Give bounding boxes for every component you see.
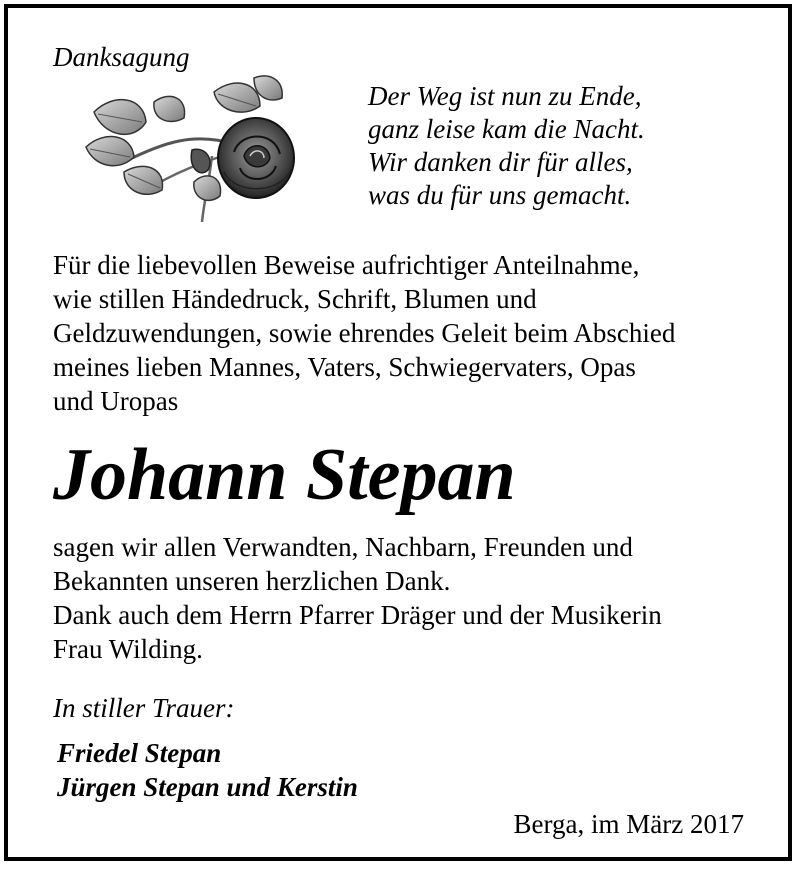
poem-verse — [368, 80, 645, 212]
intro-line: und Uropas — [53, 386, 179, 416]
thanks-line: sagen wir allen Verwandten, Nachbarn, Freunden und — [53, 532, 633, 562]
thanks-line: Bekannten unseren herzlichen Dank. — [53, 566, 451, 596]
intro-line: Geldzuwendungen, sowie ehrendes Geleit beim Abschied — [53, 318, 676, 348]
poem-line: was du für uns gemacht. — [368, 180, 632, 210]
mourning-label: In stiller Trauer: — [53, 693, 235, 723]
deceased-name: Johann Stepan — [53, 434, 516, 516]
signer-name: Jürgen Stepan und Kerstin — [57, 772, 358, 802]
poem-line: ganz leise kam die Nacht. — [368, 114, 645, 144]
intro-line: Für die liebevollen Beweise aufrichtiger Anteilnahme, — [53, 250, 640, 280]
poem-line: Wir danken dir für alles, — [368, 147, 633, 177]
signers-list — [57, 736, 358, 804]
thanks-paragraph — [53, 530, 662, 666]
signer-name: Friedel Stepan — [57, 738, 222, 768]
intro-line: meines lieben Mannes, Vaters, Schwiegervaters, Opas — [53, 352, 636, 382]
rose-with-leaves-icon — [84, 72, 304, 234]
thanks-line: Dank auch dem Herrn Pfarrer Dräger und der Musikerin — [53, 600, 662, 630]
poem-line: Der Weg ist nun zu Ende, — [368, 81, 642, 111]
place-date: Berga, im März 2017 — [513, 809, 744, 839]
intro-paragraph — [53, 248, 675, 418]
intro-line: wie stillen Händedruck, Schrift, Blumen und — [53, 284, 537, 314]
notice-heading: Danksagung — [53, 42, 190, 72]
thanks-line: Frau Wilding. — [53, 634, 203, 664]
obituary-notice — [4, 4, 792, 861]
